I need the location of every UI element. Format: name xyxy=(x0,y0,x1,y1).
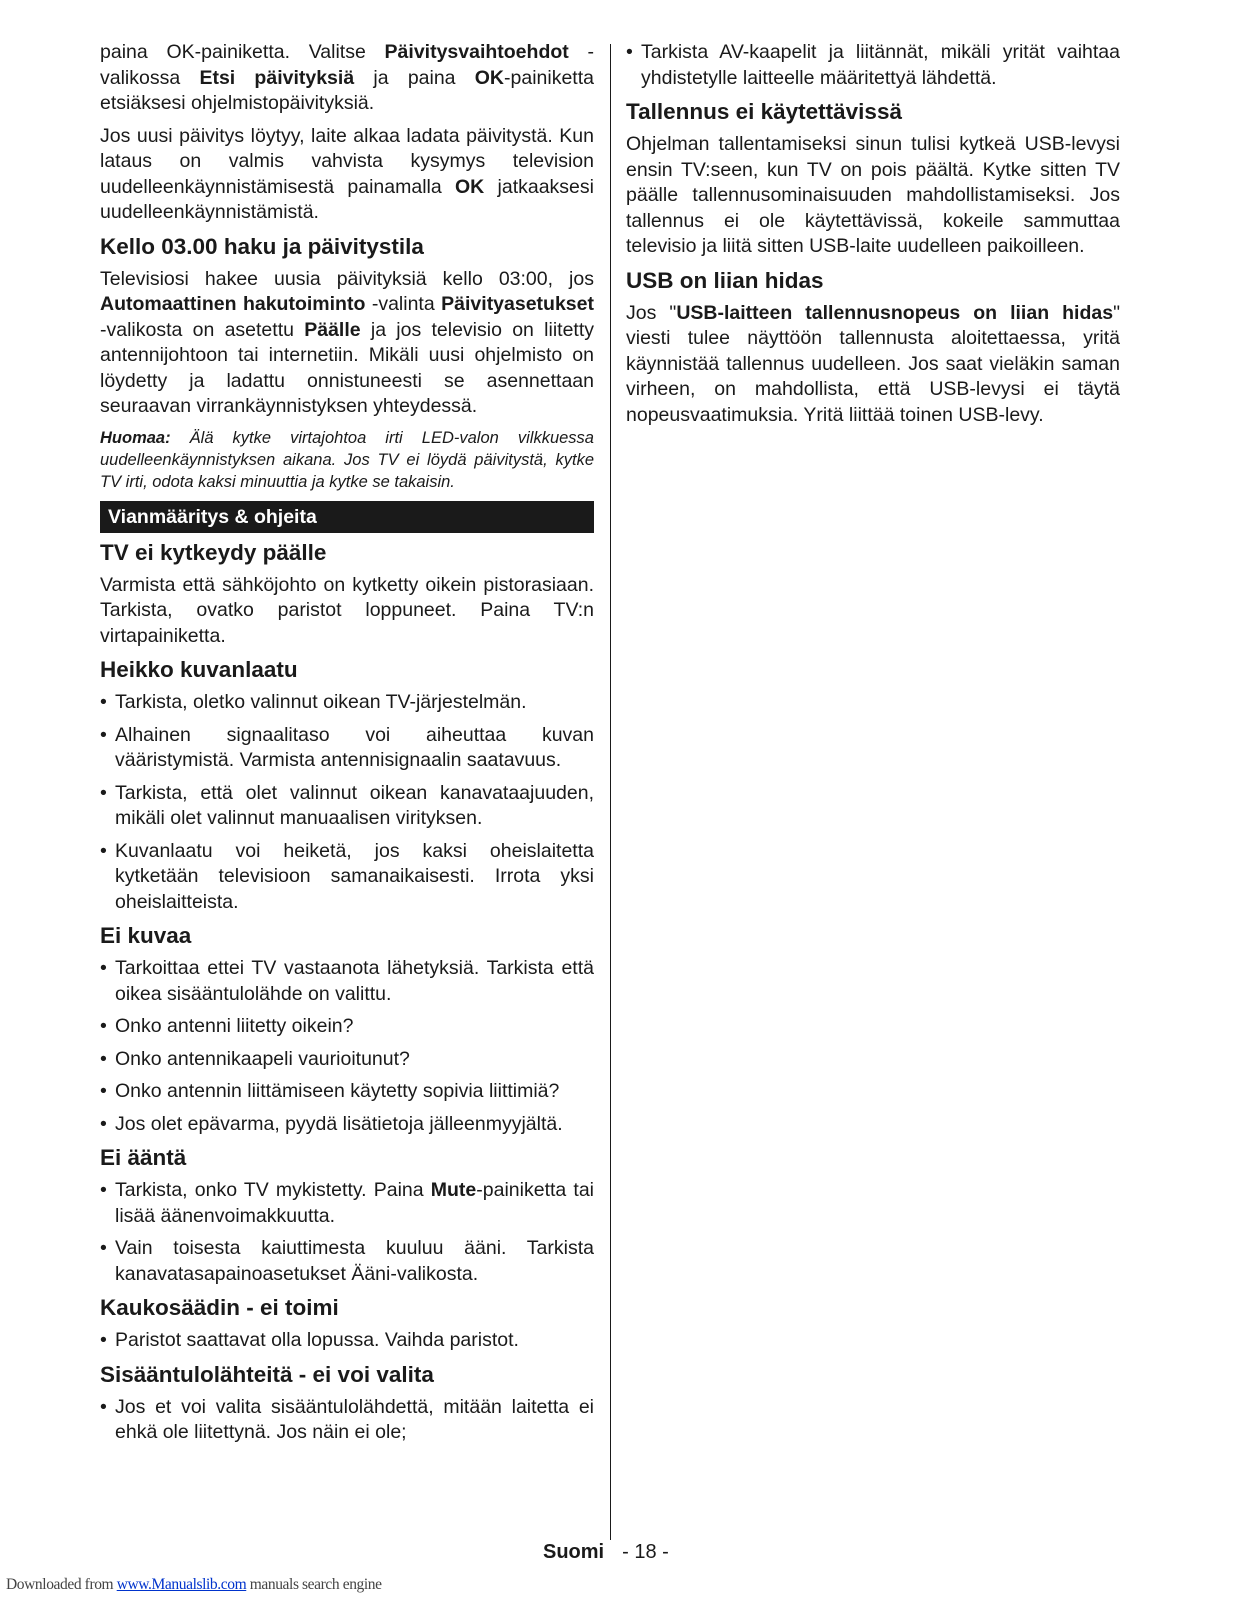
list-item: • Onko antenni liitetty oikein? xyxy=(100,1014,594,1040)
list-item: • Onko antennin liittämiseen käytetty sopivia liittimiä? xyxy=(100,1079,594,1105)
list-item: • Tarkista, oletko valinnut oikean TV-järjestelmän. xyxy=(100,690,594,716)
list-item: • Alhainen signaalitaso voi aiheuttaa kuvan vääristymistä. Varmista antennisignaalin saatavuus. xyxy=(100,723,594,774)
list-item: • Jos et voi valita sisääntulolähdettä, mitään laitetta ei ehkä ole liitettynä. Jos näin ei ole; xyxy=(100,1395,594,1446)
paragraph-usb-slow: Jos "USB-laitteen tallennusnopeus on liian hidas" viesti tulee näyttöön tallennusta aloitettaessa, yritä käynnistää tallennus uudelleen. Jos saat vieläkin saman virheen, on mahdollista, että USB-levysi ei täytä nopeusvaatimuksia. Yritä liittää toinen USB-levy. xyxy=(626,301,1121,426)
heading-recording: Tallennus ei käytettävissä xyxy=(626,99,902,124)
heading-no-sound: Ei ääntä xyxy=(100,1145,187,1170)
list-item: • Kuvanlaatu voi heiketä, jos kaksi oheislaitetta kytketään televisioon samanaikaisesti. Irrota yksi oheislaitteista. xyxy=(100,839,594,916)
list-item: • Onko antennikaapeli vaurioitunut? xyxy=(100,1047,594,1073)
paragraph-update-instructions: paina OK-painiketta. Valitse Päivitysvaihtoehdot -valikossa Etsi päivityksiä ja paina OK-painiketta etsiäksesi ohjelmistopäivityksiä. xyxy=(100,41,594,114)
list-item: • Tarkista, onko TV mykistetty. Paina Mute-painiketta tai lisää äänenvoimakkuutta. xyxy=(100,1178,594,1229)
list-item: • Tarkista AV-kaapelit ja liitännät, mikäli yrität vaihtaa yhdistetylle laitteelle määritettyä lähdettä. xyxy=(626,40,1120,91)
paragraph-update-found: Jos uusi päivitys löytyy, laite alkaa ladata päivitystä. Kun lataus on valmis vahvista kysymys television uudelleenkäynnistämisestä painamalla OK jatkaaksesi uudelleenkäynnistämistä. xyxy=(100,124,594,223)
heading-input-sources: Sisääntulolähteitä - ei voi valita xyxy=(100,1361,434,1387)
list-item: • Paristot saattavat olla lopussa. Vaihda paristot. xyxy=(100,1328,594,1354)
heading-remote: Kaukosäädin - ei toimi xyxy=(100,1295,339,1320)
paragraph-tv-no-power: Varmista että sähköjohto on kytketty oikein pistorasiaan. Tarkista, ovatko paristot loppuneet. Paina TV:n virtapainiketta. xyxy=(100,573,594,647)
list-item: • Jos olet epävarma, pyydä lisätietoja jälleenmyyjältä. xyxy=(100,1112,594,1138)
column-divider xyxy=(610,44,611,1540)
heading-usb-slow: USB on liian hidas xyxy=(626,267,824,293)
footer-language: Suomi xyxy=(543,1541,605,1563)
download-notice: Downloaded from www.Manualslib.com manuals search engine xyxy=(6,1576,382,1593)
heading-tv-no-power: TV ei kytkeydy päälle xyxy=(100,539,327,565)
list-item: • Vain toisesta kaiuttimesta kuuluu ääni. Tarkista kanavatasapainoasetukset Ääni-valikosta. xyxy=(100,1236,594,1287)
heading-poor-picture: Heikko kuvanlaatu xyxy=(100,657,298,682)
heading-kello: Kello 03.00 haku ja päivitystila xyxy=(100,233,424,259)
heading-no-picture: Ei kuvaa xyxy=(100,923,192,948)
note-paragraph: Huomaa: Älä kytke virtajohtoa irti LED-valon vilkkuessa uudelleenkäynnistyksen aikana. Jos TV ei löydä päivitystä, kytke TV irti, odota kaksi minuuttia ja kytke se takaisin. xyxy=(100,428,594,491)
page-number: - 18 - xyxy=(622,1541,669,1563)
right-column xyxy=(626,40,1120,435)
section-header-troubleshooting: Vianmääritys & ohjeita xyxy=(100,501,594,533)
paragraph-recording: Ohjelman tallentamiseksi sinun tulisi kytkeä USB-levysi ensin TV:seen, kun TV on pois päältä. Kytke sitten TV päälle tallennusominaisuuden mahdollistamiseksi. Jos tallennus ei ole käytettävissä, kokeile sammuttaa televisio ja liitä sitten USB-laite uudelleen paikoilleen. xyxy=(626,133,1120,257)
paragraph-auto-search: Televisiosi hakee uusia päivityksiä kello 03:00, jos Automaattinen hakutoiminto -valinta Päivityasetukset -valikosta on asetettu Päälle ja jos televisio on liitetty antennijohtoon tai internetiin. Mikäli uusi ohjelmisto on löydetty ja ladattu onnistuneesti se asennettaan seuraavan virrankäynnistyksen yhteydessä. xyxy=(100,267,594,417)
list-item: • Tarkoittaa ettei TV vastaanota lähetyksiä. Tarkista että oikea sisääntulolähde on valittu. xyxy=(100,956,594,1007)
list-item: • Tarkista, että olet valinnut oikean kanavataajuuden, mikäli olet valinnut manuaalisen virityksen. xyxy=(100,781,594,832)
left-column xyxy=(100,40,594,1453)
manualslib-link[interactable]: www.Manualslib.com xyxy=(116,1576,247,1593)
page-footer xyxy=(543,1541,669,1564)
